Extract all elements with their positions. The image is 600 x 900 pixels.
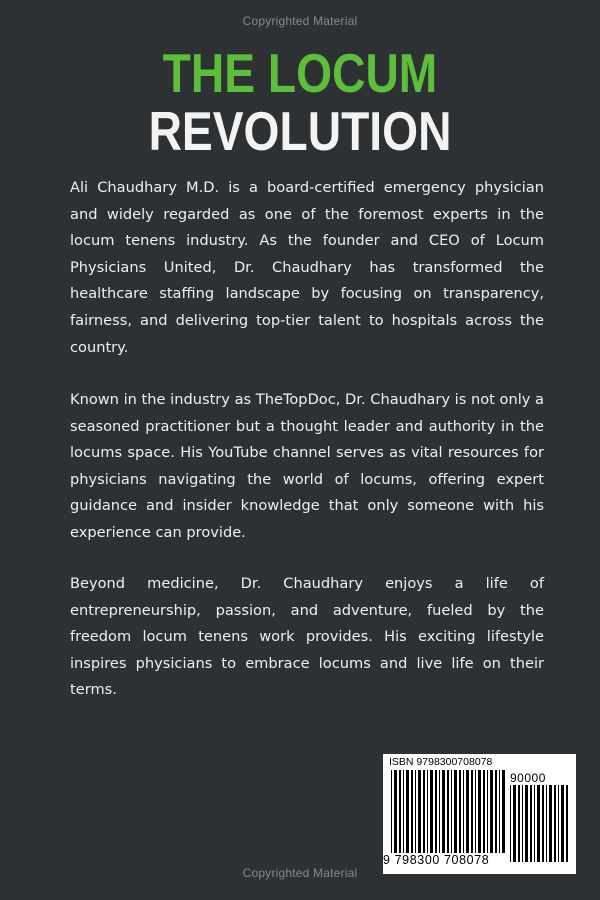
barcode-bar [522,785,523,862]
barcode-bar [499,770,500,853]
barcode-bar [490,770,493,853]
isbn-barcode [383,754,576,874]
bio-paragraph-3: Beyond medicine, Dr. Chaudhary enjoys a life of entrepreneurship, passion, and adventure, fueled by the freedom locum tenens work provides. His exciting lifestyle inspires physicians to embrace locums and live life on their terms. [70,575,544,699]
barcode-bar [430,770,433,853]
barcode-bar [399,770,401,853]
barcode-bar [483,770,485,853]
barcode-bar [463,770,464,853]
barcode-bar [411,770,413,853]
barcode-bar [439,770,440,853]
barcode-bar [442,770,445,853]
barcode-bar [558,785,559,862]
barcode-bar [459,770,461,853]
barcode-bar [566,785,568,862]
barcode-bar [435,770,437,853]
barcode-bar [513,785,516,862]
barcode-bar [475,770,476,853]
price-code: 90000 [510,771,546,785]
barcode-bar [403,770,404,853]
barcode-bar [530,785,532,862]
barcode-bar [534,785,535,862]
barcode-bar [502,770,505,853]
barcode-bar [406,770,409,853]
barcode-bar [447,770,449,853]
barcode-bar [554,785,556,862]
barcode-bar [478,770,481,853]
barcode-bar [466,770,469,853]
bio-paragraph-1: Ali Chaudhary M.D. is a board-certified emergency physician and widely regarded as one of the foremost experts in the locum tenens industry. As the founder and CEO of Locum Physicians United, Dr. Chaudhary has transformed the healthcare staffing landscape by focusing on transparency, fairness, and delivering top-tier talent to hospitals across the country. [70,179,544,356]
barcode-bar [561,785,564,862]
barcode-bar [427,770,428,853]
barcode-bar [454,770,457,853]
barcode-digit-text: 9 798300 708078 [383,853,490,867]
barcode-bar [418,770,421,853]
barcode-bar [451,770,452,853]
book-title-line-2: REVOLUTION [148,100,452,162]
barcode-bar [546,785,547,862]
barcode-bar [394,770,397,853]
barcode-bar [487,770,488,853]
barcode-digits [383,853,507,867]
barcode-bar [549,785,552,862]
isbn-label: ISBN 9798300708078 [389,756,493,768]
bio-paragraph-2: Known in the industry as TheTopDoc, Dr. Chaudhary is not only a seasoned practitioner but a thought leader and authority in the locums space. His YouTube channel serves as vital resources for physicians navigating the world of locums, offering expert guidance and insider knowledge that only someone with his experience can provide. [70,391,544,541]
book-title-line-1: THE LOCUM [162,42,438,104]
barcode-bar [391,770,392,853]
barcode-bar [423,770,425,853]
barcode-bar [415,770,416,853]
barcode-bar [518,785,520,862]
barcode-bar [537,785,540,862]
barcode-bar [542,785,544,862]
barcode-bar [525,785,528,862]
barcode-bar [510,785,511,862]
barcode-bar [471,770,473,853]
watermark-bottom: Copyrighted Material [242,866,358,880]
watermark-top: Copyrighted Material [242,14,358,28]
barcode-bar [495,770,497,853]
